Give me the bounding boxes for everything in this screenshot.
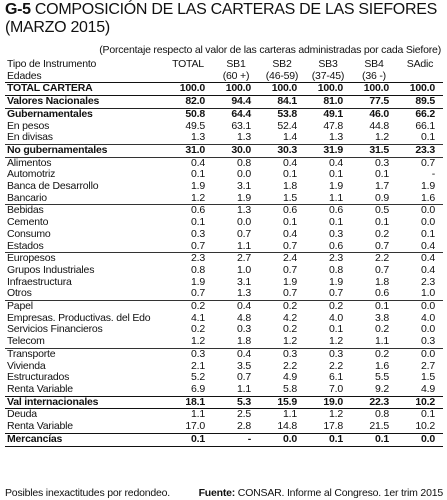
row-value: 0.0 (397, 433, 443, 446)
row-value: 66.1 (415, 119, 435, 132)
row-value: 0.7 (375, 263, 389, 276)
header-row (5, 59, 443, 83)
row-label: Cemento (7, 216, 49, 229)
row-value: 18.1 (163, 396, 213, 409)
table-row (5, 384, 443, 396)
row-label: Papel (5, 301, 163, 313)
row-value: 30.0 (213, 144, 259, 157)
row-value: 84.1 (277, 95, 297, 108)
table-row (5, 336, 443, 348)
row-value: 0.2 (305, 301, 351, 313)
row-value: 0.7 (375, 239, 389, 252)
row-value: 1.2 (191, 191, 205, 204)
footer-note: Posibles inexactitudes por redondeo. (5, 487, 170, 499)
row-value: 0.1 (283, 216, 297, 229)
row-value: 1.3 (213, 205, 259, 217)
table-row (5, 108, 443, 120)
row-label: En pesos (7, 119, 50, 132)
row-value: 3.5 (237, 359, 251, 372)
table-row (5, 301, 443, 313)
table-row (5, 348, 443, 360)
header-sb1: SB1 (60 +) (222, 58, 250, 82)
row-label: Otros (7, 287, 32, 300)
row-value: 0.2 (283, 323, 297, 336)
row-label: Deuda (7, 408, 37, 421)
title-text: COMPOSICIÓN DE LAS CARTERAS DE LAS SIEFORES (30, 1, 437, 18)
row-value: 0.1 (163, 433, 213, 446)
row-value: 0.0 (421, 323, 435, 336)
row-value: 5.5 (375, 371, 389, 384)
row-value: 7.0 (329, 382, 343, 395)
row-label: Banca de Desarrollo (7, 180, 99, 193)
table-row (5, 241, 443, 253)
row-value: 0.4 (259, 157, 305, 169)
row-value: 0.6 (329, 239, 343, 252)
row-label: Automotriz (7, 168, 56, 181)
row-value: 0.3 (163, 348, 213, 360)
row-value: 94.4 (231, 95, 251, 108)
row-value: 46.0 (351, 108, 397, 120)
row-value: 0.0 (397, 348, 443, 360)
row-value: 1.0 (421, 287, 435, 300)
row-label: Consumo (7, 227, 51, 240)
row-value: 5.2 (191, 371, 205, 384)
row-label: Renta Variable (7, 420, 73, 433)
row-value: 0.8 (329, 263, 343, 276)
row-value: 31.9 (305, 144, 351, 157)
table-row (5, 396, 443, 409)
row-value: 0.5 (351, 205, 397, 217)
row-value: 4.9 (283, 371, 297, 384)
row-value: 1.5 (283, 191, 297, 204)
row-value: 0.7 (397, 157, 443, 169)
row-value: - (213, 433, 259, 446)
row-value: 1.3 (191, 131, 205, 144)
row-value: 3.8 (375, 311, 389, 324)
title-code: G-5 (5, 1, 31, 18)
row-value: 89.5 (415, 95, 435, 108)
row-value: 0.7 (283, 263, 297, 276)
row-value: 0.4 (305, 157, 351, 169)
row-value: 0.7 (191, 239, 205, 252)
row-value: 53.8 (259, 108, 305, 120)
title-date: (MARZO 2015) (5, 19, 110, 36)
row-value: 1.5 (421, 371, 435, 384)
table-row (5, 229, 443, 241)
row-value: 5.3 (213, 396, 259, 409)
row-value: 100.0 (163, 83, 213, 96)
row-value: 0.0 (237, 168, 251, 181)
row-value: 0.4 (397, 253, 443, 265)
table-row (5, 265, 443, 277)
row-value: 82.0 (185, 95, 205, 108)
page-title (5, 1, 445, 37)
row-value: 0.8 (375, 408, 389, 421)
row-value: 0.7 (237, 227, 251, 240)
row-value: 0.7 (191, 287, 205, 300)
row-value: 23.3 (397, 144, 443, 157)
row-value: 2.8 (237, 420, 251, 433)
row-value: 2.3 (421, 275, 435, 288)
row-value: 1.2 (191, 335, 205, 348)
footer (5, 487, 443, 499)
row-label: Transporte (5, 348, 163, 360)
row-value: 6.9 (191, 382, 205, 395)
row-value: 0.6 (259, 205, 305, 217)
row-value: 0.2 (191, 323, 205, 336)
row-value: - (431, 168, 435, 181)
row-value: 14.8 (277, 420, 297, 433)
row-value: 0.6 (163, 205, 213, 217)
row-label: Bebidas (5, 205, 163, 217)
row-value: 6.1 (329, 371, 343, 384)
row-value: 0.0 (237, 216, 251, 229)
row-value: 3.1 (237, 275, 251, 288)
row-value: 64.4 (213, 108, 259, 120)
row-value: 0.4 (163, 157, 213, 169)
row-value: 1.1 (237, 239, 251, 252)
footer-source: Fuente: CONSAR. Informe al Congreso. 1er trim 2015 (198, 487, 443, 499)
table-row (5, 181, 443, 193)
row-label: Val internacionales (5, 396, 163, 409)
row-label: Bancario (7, 191, 47, 204)
row-value: 0.1 (329, 168, 343, 181)
table-row (5, 132, 443, 144)
row-value: 0.1 (305, 433, 351, 446)
table-row (5, 96, 443, 109)
row-label: Infraestructura (7, 275, 72, 288)
row-value: 15.9 (259, 396, 305, 409)
table-row (5, 83, 443, 96)
row-value: 1.8 (237, 335, 251, 348)
row-value: 100.0 (305, 83, 351, 96)
row-value: 1.9 (283, 275, 297, 288)
row-value: 2.2 (329, 359, 343, 372)
row-value: 0.3 (259, 348, 305, 360)
table-row (5, 193, 443, 205)
row-value: 31.0 (163, 144, 213, 157)
row-value: 30.3 (259, 144, 305, 157)
row-value: 0.1 (191, 216, 205, 229)
row-value: 0.2 (259, 301, 305, 313)
portfolio-table (5, 59, 443, 447)
row-value: 2.7 (421, 359, 435, 372)
row-value: 0.0 (421, 216, 435, 229)
row-value: 0.4 (213, 348, 259, 360)
row-value: 0.1 (283, 168, 297, 181)
row-value: 0.8 (213, 157, 259, 169)
row-value: 0.3 (305, 348, 351, 360)
row-value: 0.3 (329, 227, 343, 240)
row-value: 0.3 (237, 323, 251, 336)
row-value: 0.1 (351, 301, 397, 313)
row-value: 0.6 (305, 205, 351, 217)
row-value: 52.4 (277, 119, 297, 132)
row-value: 1.0 (237, 263, 251, 276)
row-value: 47.8 (323, 119, 343, 132)
row-value: 0.1 (421, 131, 435, 144)
row-value: 0.7 (329, 287, 343, 300)
row-value: 1.3 (237, 131, 251, 144)
row-value: 50.8 (163, 108, 213, 120)
table-subtitle: (Porcentaje respecto al valor de las carteras administradas por cada Siefore) (99, 44, 441, 56)
row-value: 1.4 (283, 131, 297, 144)
row-value: 1.9 (191, 180, 205, 193)
row-value: 1.2 (329, 335, 343, 348)
row-value: 0.6 (375, 287, 389, 300)
row-value: 10.2 (415, 420, 435, 433)
row-value: 0.1 (329, 216, 343, 229)
row-value: 2.3 (305, 253, 351, 265)
row-value: 1.9 (237, 191, 251, 204)
row-value: 0.1 (421, 227, 435, 240)
header-sb4: SB4 (36 -) (362, 58, 386, 82)
row-value: 0.7 (283, 287, 297, 300)
row-value: 0.0 (397, 205, 443, 217)
row-value: 49.1 (305, 108, 351, 120)
header-sadic: SAdic (406, 58, 434, 70)
row-value: 1.9 (421, 180, 435, 193)
row-value: 0.4 (283, 227, 297, 240)
row-value: 1.2 (329, 408, 343, 421)
row-value: 2.2 (283, 359, 297, 372)
row-value: 4.0 (329, 311, 343, 324)
row-value: 0.1 (191, 168, 205, 181)
row-label: No gubernamentales (5, 144, 163, 157)
row-value: 5.8 (283, 382, 297, 395)
row-value: 9.2 (375, 382, 389, 395)
row-value: 2.7 (213, 253, 259, 265)
row-value: 100.0 (351, 83, 397, 96)
row-value: 2.1 (191, 359, 205, 372)
row-value: 0.7 (283, 239, 297, 252)
row-value: 81.0 (323, 95, 343, 108)
row-value: 0.2 (163, 301, 213, 313)
row-label: Vivienda (7, 359, 46, 372)
row-value: 1.1 (375, 335, 389, 348)
row-value: 1.8 (283, 180, 297, 193)
row-value: 2.3 (163, 253, 213, 265)
row-value: 0.4 (421, 239, 435, 252)
row-value: 1.3 (329, 131, 343, 144)
row-label: Empresas. Productivas. del Edo (7, 311, 151, 324)
row-label: Grupos Industriales (7, 263, 95, 276)
row-label: Estados (7, 239, 44, 252)
row-label: Alimentos (5, 157, 163, 169)
row-value: 77.5 (369, 95, 389, 108)
row-value: 17.8 (323, 420, 343, 433)
row-value: 1.3 (237, 287, 251, 300)
row-value: 0.2 (375, 323, 389, 336)
row-label: En divisas (7, 131, 53, 144)
row-value: 0.0 (259, 433, 305, 446)
row-value: 0.1 (375, 168, 389, 181)
row-value: 4.0 (421, 311, 435, 324)
table-row (5, 433, 443, 446)
table-row (5, 144, 443, 157)
row-value: 0.9 (375, 191, 389, 204)
row-value: 100.0 (397, 83, 443, 96)
table-row (5, 288, 443, 300)
row-value: 49.5 (185, 119, 205, 132)
row-value: 0.1 (351, 433, 397, 446)
row-value: 0.1 (329, 323, 343, 336)
row-value: 19.0 (305, 396, 351, 409)
row-value: 1.6 (375, 359, 389, 372)
row-value: 66.2 (397, 108, 443, 120)
table-row (5, 421, 443, 433)
row-value: 0.4 (421, 263, 435, 276)
row-label: Estructurados (7, 371, 70, 384)
row-value: 1.2 (283, 335, 297, 348)
row-value: 4.1 (191, 311, 205, 324)
row-label: Gubernamentales (5, 108, 163, 120)
row-value: 1.9 (329, 180, 343, 193)
row-value: 1.1 (283, 408, 297, 421)
row-label: Telecom (7, 335, 45, 348)
row-value: 0.8 (191, 263, 205, 276)
row-value: 4.2 (283, 311, 297, 324)
row-value: 3.1 (237, 180, 251, 193)
row-value: 1.6 (421, 191, 435, 204)
row-value: 1.2 (375, 131, 389, 144)
row-value: 10.2 (397, 396, 443, 409)
row-value: 4.9 (421, 382, 435, 395)
row-value: 2.4 (259, 253, 305, 265)
row-value: 1.9 (329, 275, 343, 288)
row-value: 2.5 (237, 408, 251, 421)
row-value: 0.3 (191, 227, 205, 240)
row-value: 4.8 (237, 311, 251, 324)
row-value: 1.8 (375, 275, 389, 288)
row-value: 22.3 (351, 396, 397, 409)
row-value: 1.1 (329, 191, 343, 204)
row-label: Europesos (5, 253, 163, 265)
row-value: 0.0 (397, 301, 443, 313)
row-value: 0.3 (351, 157, 397, 169)
row-label: Servicios Financieros (7, 323, 103, 336)
row-value: 17.0 (185, 420, 205, 433)
row-value: 2.2 (351, 253, 397, 265)
row-label: TOTAL CARTERA (5, 83, 163, 96)
table-body (5, 83, 443, 446)
row-label: Renta Variable (7, 382, 73, 395)
row-value: 31.5 (351, 144, 397, 157)
header-sb3: SB3 (37-45) (311, 58, 345, 82)
row-value: 44.8 (369, 119, 389, 132)
row-value: 1.9 (191, 275, 205, 288)
row-label: Mercancías (5, 433, 163, 446)
row-value: 0.7 (237, 371, 251, 384)
row-value: 0.1 (375, 216, 389, 229)
row-value: 0.1 (421, 408, 435, 421)
row-value: 0.2 (375, 227, 389, 240)
row-value: 100.0 (259, 83, 305, 96)
row-value: 21.5 (369, 420, 389, 433)
header-instrument: Tipo de Instrumento Edades (7, 58, 97, 82)
row-value: 1.7 (375, 180, 389, 193)
row-value: 63.1 (231, 119, 251, 132)
row-value: 0.3 (421, 335, 435, 348)
row-value: 1.1 (237, 382, 251, 395)
row-value: 0.2 (351, 348, 397, 360)
header-sb2: SB2 (46-59) (265, 58, 299, 82)
header-total: TOTAL (172, 58, 204, 70)
row-label: Valores Nacionales (7, 95, 100, 108)
row-value: 0.4 (213, 301, 259, 313)
row-value: 100.0 (213, 83, 259, 96)
row-value: 1.1 (191, 408, 205, 421)
